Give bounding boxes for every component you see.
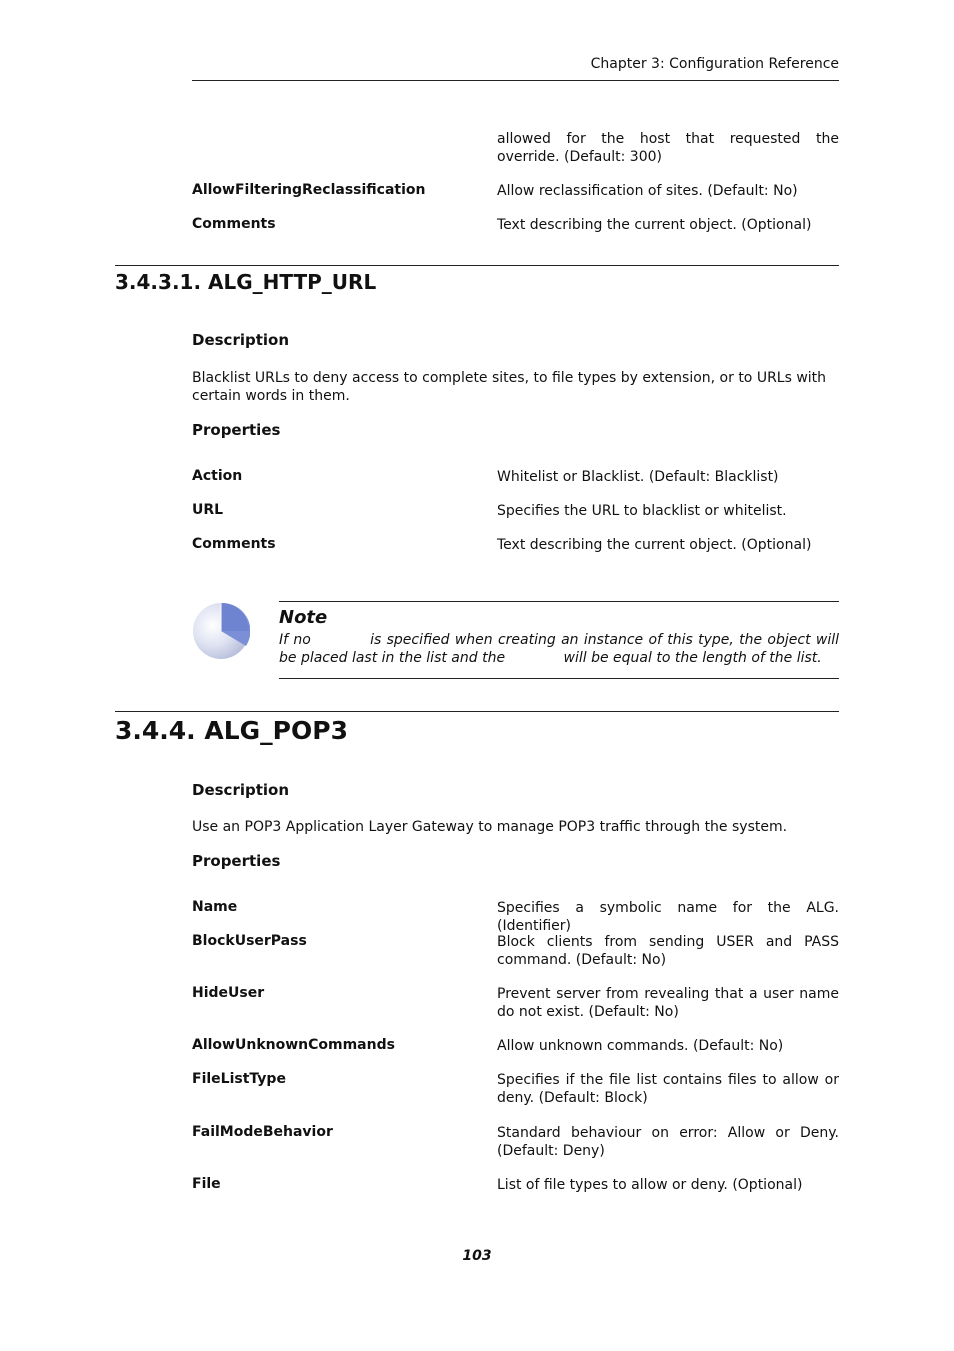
note-text (279, 631, 839, 667)
pop3-description-text: Use an POP3 Application Layer Gateway to manage POP3 traffic through the system. (192, 819, 788, 835)
http-description-heading: Description (192, 331, 290, 349)
note-title: Note (279, 607, 328, 628)
http-prop-0-name: Action (192, 468, 243, 484)
http-description-text: Blacklist URLs to deny access to complete sites, to file types by extension, or to URLs with certain words in them. (192, 370, 827, 404)
note-icon (192, 602, 250, 660)
pop3-prop-3-desc: Allow unknown commands. (Default: No) (497, 1038, 784, 1054)
section-rule-pop3 (115, 711, 839, 712)
pop3-prop-1-name: BlockUserPass (192, 933, 307, 949)
note-bottom-rule (279, 678, 839, 679)
section-rule-http (115, 265, 839, 266)
top-row-2-desc: Text describing the current object. (Optional) (497, 217, 812, 233)
page-header-chapter: Chapter 3: Configuration Reference (590, 56, 839, 72)
pop3-prop-2-name: HideUser (192, 985, 265, 1001)
pop3-description-heading: Description (192, 781, 290, 799)
note-text-part1: If no (279, 632, 311, 648)
pop3-prop-2-desc: Prevent server from revealing that a user name do not exist. (Default: No) (497, 986, 839, 1020)
pop3-prop-0-desc: Specifies a symbolic name for the ALG. (Identifier) (497, 900, 839, 934)
http-prop-2-name: Comments (192, 536, 276, 552)
page-number: 103 (462, 1248, 492, 1264)
note-text-part2: is specified when creating an instance of this type, the object will be placed last in the list and the (279, 632, 839, 666)
http-prop-2-desc: Text describing the current object. (Optional) (497, 537, 812, 553)
pop3-prop-6-name: File (192, 1176, 221, 1192)
pop3-properties-heading: Properties (192, 852, 281, 870)
pop3-prop-6-desc: List of file types to allow or deny. (Optional) (497, 1177, 803, 1193)
pop3-prop-5-desc: Standard behaviour on error: Allow or Deny. (Default: Deny) (497, 1125, 839, 1159)
pop3-prop-5-name: FailModeBehavior (192, 1124, 333, 1140)
http-prop-1-desc: Specifies the URL to blacklist or whitelist. (497, 503, 787, 519)
http-prop-1-name: URL (192, 502, 224, 518)
note-text-part3: will be equal to the length of the list. (563, 650, 822, 666)
top-row-1-desc: Allow reclassification of sites. (Default: No) (497, 183, 798, 199)
pop3-prop-0-name: Name (192, 899, 238, 915)
note-top-rule (279, 601, 839, 602)
pop3-prop-1-desc: Block clients from sending USER and PASS command. (Default: No) (497, 934, 839, 968)
pop3-prop-3-name: AllowUnknownCommands (192, 1037, 395, 1053)
header-rule (192, 80, 839, 81)
pop3-prop-4-desc: Specifies if the file list contains files to allow or deny. (Default: Block) (497, 1072, 839, 1106)
top-row-0-desc: allowed for the host that requested the override. (Default: 300) (497, 131, 839, 165)
section-title-http: 3.4.3.1. ALG_HTTP_URL (115, 270, 377, 294)
pop3-prop-4-name: FileListType (192, 1071, 286, 1087)
http-properties-heading: Properties (192, 421, 281, 439)
section-title-pop3: 3.4.4. ALG_POP3 (115, 716, 348, 745)
top-row-2-name: Comments (192, 216, 276, 232)
top-row-1-name: AllowFilteringReclassification (192, 182, 426, 198)
http-prop-0-desc: Whitelist or Blacklist. (Default: Blacklist) (497, 469, 779, 485)
